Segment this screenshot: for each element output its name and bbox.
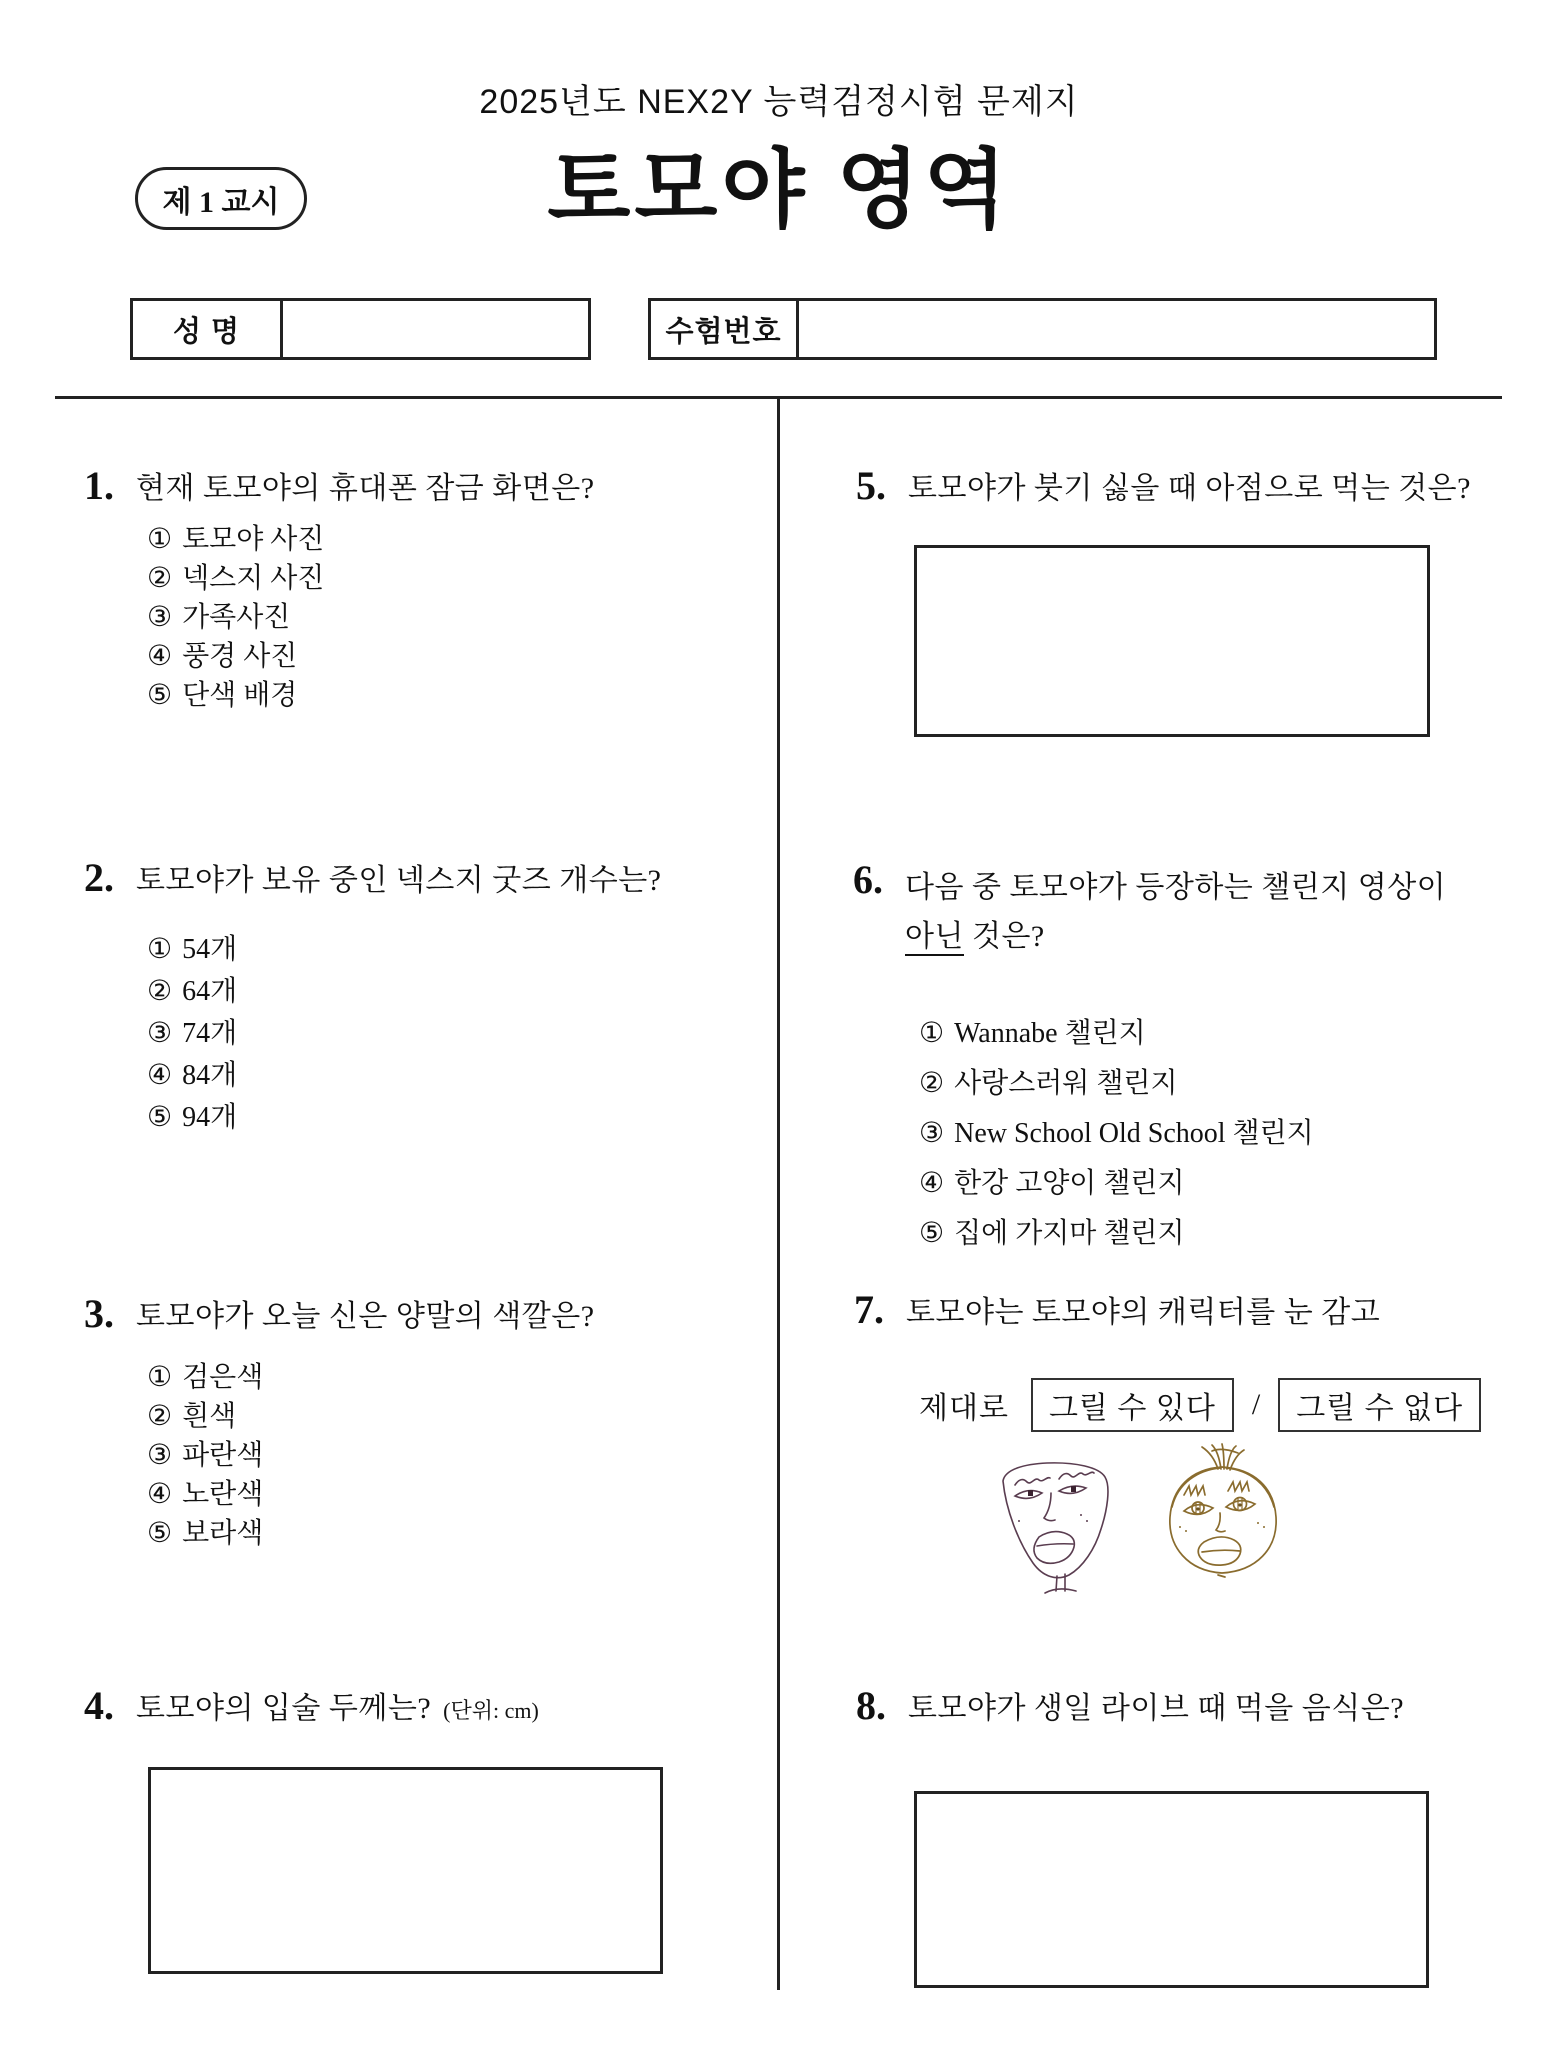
column-divider: [777, 397, 780, 1990]
option-text: 64개: [182, 976, 238, 1007]
option-text: 가족사진: [182, 602, 291, 633]
question-7-prefix: 제대로: [919, 1392, 1009, 1425]
choice-separator: /: [1251, 1388, 1261, 1421]
question-3-number: 3.: [84, 1291, 114, 1336]
option-text: 검은색: [182, 1362, 264, 1393]
option-1-2[interactable]: [147, 559, 324, 598]
question-6: [853, 858, 1533, 961]
question-6-title-underlined: 아닌: [905, 920, 964, 956]
option-text: 54개: [182, 934, 238, 965]
question-3-title: 토모야가 오늘 신은 양말의 색깔은?: [136, 1300, 595, 1333]
option-1-4[interactable]: [147, 637, 324, 676]
question-7-title: 토모야는 토모야의 캐릭터를 눈 감고: [906, 1296, 1381, 1329]
option-marker: ⑤: [147, 678, 173, 711]
exam-number-input[interactable]: [799, 301, 1434, 357]
question-1-number: 1.: [84, 463, 114, 508]
option-marker: ④: [919, 1166, 945, 1199]
period-badge: [135, 167, 307, 230]
option-6-5[interactable]: [919, 1208, 1314, 1258]
question-2-options: [147, 928, 237, 1138]
question-7: [854, 1288, 1534, 1333]
option-marker: ②: [147, 974, 173, 1007]
option-2-1[interactable]: [147, 928, 237, 970]
option-marker: ⑤: [147, 1516, 173, 1549]
question-8-title: 토모야가 생일 라이브 때 먹을 음식은?: [908, 1692, 1405, 1725]
option-marker: ⑤: [919, 1216, 945, 1249]
question-8: [856, 1684, 1516, 1729]
name-input[interactable]: [283, 301, 588, 357]
period-badge-label: 제 1 교시: [162, 185, 280, 219]
name-label: 성 명: [133, 301, 283, 357]
option-6-1[interactable]: [919, 1008, 1314, 1058]
question-2-number: 2.: [84, 855, 114, 900]
option-marker: ④: [147, 1477, 173, 1510]
question-4-title: [136, 1684, 539, 1731]
answer-box-q4[interactable]: [148, 1767, 663, 1974]
question-4-number: 4.: [84, 1683, 114, 1728]
option-marker: ④: [147, 639, 173, 672]
question-4-title-text: 토모야의 입술 두께는?: [136, 1692, 432, 1725]
option-text: 파란색: [182, 1440, 264, 1471]
question-5-title: 토모야가 붓기 싫을 때 아점으로 먹는 것은?: [908, 472, 1471, 505]
question-1-options: [147, 520, 324, 715]
option-3-2[interactable]: [147, 1397, 263, 1436]
choice-cannot-draw[interactable]: 그릴 수 없다: [1278, 1378, 1481, 1432]
option-text: 노란색: [182, 1479, 264, 1510]
option-3-4[interactable]: [147, 1475, 263, 1514]
option-3-1[interactable]: [147, 1358, 263, 1397]
hand-drawn-faces: [985, 1438, 1315, 1608]
option-marker: ②: [147, 561, 173, 594]
question-6-options: [919, 1008, 1314, 1258]
option-marker: ①: [147, 1360, 173, 1393]
question-7-number: 7.: [854, 1287, 884, 1332]
option-1-3[interactable]: [147, 598, 324, 637]
question-1: [84, 464, 744, 509]
question-3-options: [147, 1358, 263, 1553]
option-text: Wannabe 챌린지: [954, 1018, 1146, 1049]
question-2-title: 토모야가 보유 중인 넥스지 굿즈 개수는?: [136, 864, 662, 897]
option-marker: ③: [919, 1116, 945, 1149]
choice-can-draw[interactable]: 그릴 수 있다: [1031, 1378, 1234, 1432]
option-text: 흰색: [182, 1401, 237, 1432]
name-box: [130, 298, 591, 360]
option-marker: ①: [919, 1016, 945, 1049]
option-6-3[interactable]: [919, 1108, 1314, 1158]
option-marker: ④: [147, 1058, 173, 1091]
option-6-4[interactable]: [919, 1158, 1314, 1208]
option-2-4[interactable]: [147, 1054, 237, 1096]
option-2-5[interactable]: [147, 1096, 237, 1138]
option-text: 넥스지 사진: [182, 563, 325, 594]
question-7-choice-row: [919, 1378, 1481, 1432]
option-text: 84개: [182, 1060, 238, 1091]
option-text: 집에 가지마 챌린지: [954, 1218, 1185, 1249]
option-text: 단색 배경: [182, 680, 298, 711]
option-text: 74개: [182, 1018, 238, 1049]
option-text: 94개: [182, 1102, 238, 1133]
option-text: 보라색: [182, 1518, 264, 1549]
answer-box-q5[interactable]: [914, 545, 1430, 737]
question-6-title: [905, 858, 1446, 961]
option-marker: ②: [919, 1066, 945, 1099]
question-6-number: 6.: [853, 857, 883, 902]
option-3-5[interactable]: [147, 1514, 263, 1553]
option-3-3[interactable]: [147, 1436, 263, 1475]
face-doodle-right: [1170, 1444, 1276, 1577]
face-doodle-left: [1003, 1463, 1108, 1593]
option-text: 토모야 사진: [182, 524, 325, 555]
option-marker: ③: [147, 1438, 173, 1471]
option-marker: ③: [147, 600, 173, 633]
option-marker: ①: [147, 932, 173, 965]
answer-box-q8[interactable]: [914, 1791, 1429, 1988]
option-marker: ①: [147, 522, 173, 555]
question-5: [856, 464, 1516, 509]
exam-number-label: 수험번호: [651, 301, 799, 357]
option-6-2[interactable]: [919, 1058, 1314, 1108]
option-2-2[interactable]: [147, 970, 237, 1012]
exam-subtitle: 2025년도 NEX2Y 능력검정시험 문제지: [479, 83, 1079, 121]
question-2: [84, 856, 744, 901]
exam-number-box: [648, 298, 1437, 360]
option-text: 한강 고양이 챌린지: [954, 1168, 1185, 1199]
question-5-number: 5.: [856, 463, 886, 508]
option-marker: ③: [147, 1016, 173, 1049]
question-6-title-line1: 다음 중 토모야가 등장하는 챌린지 영상이: [905, 871, 1447, 904]
option-text: 사랑스러워 챌린지: [954, 1068, 1178, 1099]
question-4-unit-note: (단위: cm): [443, 1698, 539, 1723]
option-marker: ⑤: [147, 1100, 173, 1133]
option-2-3[interactable]: [147, 1012, 237, 1054]
question-8-number: 8.: [856, 1683, 886, 1728]
option-marker: ②: [147, 1399, 173, 1432]
option-1-5[interactable]: [147, 676, 324, 715]
question-4: [84, 1684, 744, 1731]
option-text: 풍경 사진: [182, 641, 298, 672]
question-1-title: 현재 토모야의 휴대폰 잠금 화면은?: [136, 472, 595, 505]
option-text: New School Old School 챌린지: [954, 1118, 1314, 1149]
question-6-title-rest: 것은?: [963, 920, 1045, 953]
option-1-1[interactable]: [147, 520, 324, 559]
question-3: [84, 1292, 744, 1337]
page-title: 토모야 영역: [547, 142, 1011, 238]
